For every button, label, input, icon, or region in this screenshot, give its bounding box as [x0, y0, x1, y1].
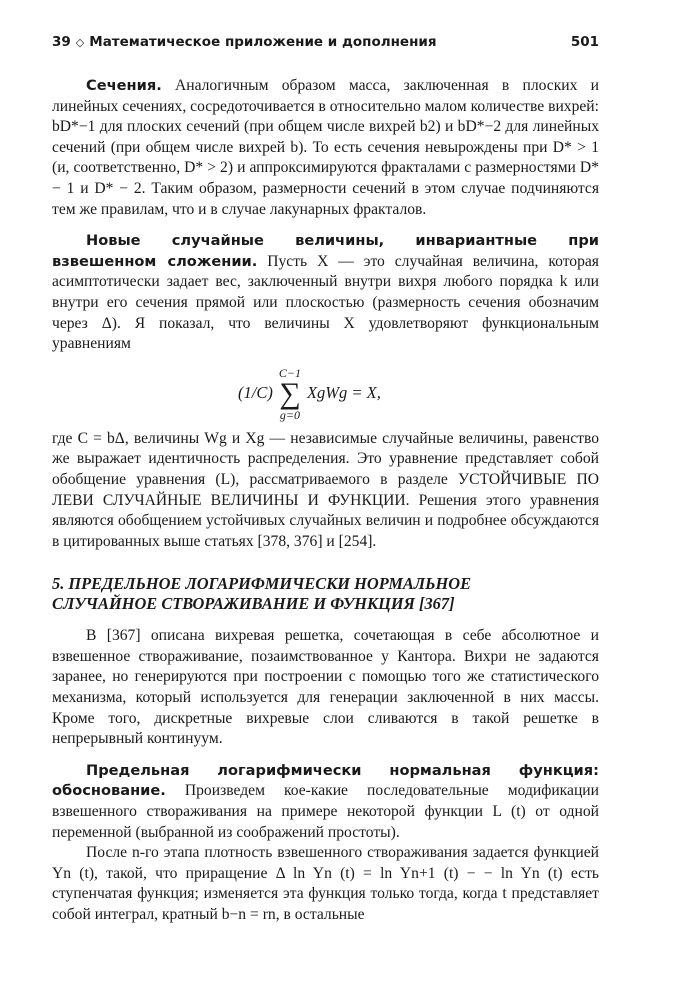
paragraph-stage-n — [52, 843, 599, 925]
page-number: 501 — [570, 34, 599, 50]
sum-lower-limit: g=0 — [279, 407, 300, 422]
paragraph-text: После n-го этапа плотность взвешенного створаживания задается функцией Yn (t), такой, что приращение Δ ln Yn (t) = ln Yn+1 (t) − − ln Yn (t) есть ступенчатая функция; изменяется эта функция только тогда, когда t представляет собой интеграл, кратный b−n = rn, в остальные — [52, 844, 599, 923]
running-header — [52, 34, 599, 50]
run-in-heading-sections: Сечения. — [86, 77, 162, 94]
paragraph-text: где C = bΔ, величины Wg и Xg — независимые случайные величины, равенство же выражает идентичность распределения. Это уравнение представляет собой обобщение уравнения (L), рассматриваемого в разделе УСТОЙЧИВЫЕ ПО ЛЕВИ СЛУЧАЙНЫЕ ВЕЛИЧИНЫ И ФУНКЦИИ. Решения этого уравнения являются обобщением устойчивых случайных величин и подробнее обсуждаются в цитированных выше статьях [378, 376] и [254]. — [52, 429, 599, 550]
paragraph-text: Аналогичным образом масса, заключенная в плоских и линейных сечениях, сосредоточивается в относительно малом количестве вихрей: bD*−1 для плоских сечений (при общем числе вихрей b2) и bD*−2 для линейных сечений (при общем числе вихрей b). То есть сечения невырождены при D* > 1 (и, соответственно, D* > 2) и аппроксимируются фракталами с размерностями D* − 1 и D* − 2. Таким образом, размерности сечений в этом случае подчиняются тем же правилам, что и в случае лакунарных фракталов. — [52, 77, 599, 218]
paragraph-text: Пусть X — это случайная величина, которая асимптотически задает вес, заключенный внутри вихря любого порядка k или внутри его сечения прямой или плоскостью (размерность сечения обозначим через Δ). Я показал, что величины X удовлетворяют функциональным уравнениям — [52, 252, 599, 353]
chapter-title: Математическое приложение и дополнения — [89, 34, 437, 50]
page-body — [52, 76, 599, 926]
formula-prefix: (1/C) — [238, 383, 273, 403]
paragraph-text: Произведем кое-какие последовательные модификации взвешенного створаживания на примере некоторой функции L (t) от одной переменной (выбранной из соображений простоты). — [52, 782, 599, 841]
paragraph-new-random-variables — [52, 231, 599, 355]
paragraph-sections — [52, 76, 599, 220]
section-heading — [52, 574, 599, 614]
chapter-number: 39 — [52, 34, 71, 50]
sum-operator — [279, 367, 301, 421]
section-heading-line-2: СЛУЧАЙНОЕ СТВОРАЖИВАНИЕ И ФУНКЦИЯ [367] — [52, 594, 455, 614]
header-left — [52, 34, 437, 50]
display-formula — [52, 365, 599, 423]
run-in-heading-justification: Предельная логарифмически нормальная функция: обоснование. — [52, 761, 599, 800]
diamond-icon: ◇ — [75, 36, 85, 49]
sum-upper-limit: C−1 — [278, 365, 301, 380]
paragraph-where — [52, 429, 599, 553]
formula-body: XgWg = X, — [306, 383, 381, 403]
run-in-heading-invariant: Новые случайные величины, инвариантные при взвешенном сложении. — [52, 232, 599, 270]
paragraph-limit-lognormal — [52, 761, 599, 843]
paragraph-lattice — [52, 626, 599, 750]
section-heading-line-1: 5. ПРЕДЕЛЬНОЕ ЛОГАРИФМИЧЕСКИ НОРМАЛЬНОЕ — [52, 574, 472, 594]
sigma-symbol: ∑ — [279, 376, 301, 410]
paragraph-text: В [367] описана вихревая решетка, сочетающая в себе абсолютное и взвешенное створаживание, позаимствованное у Кантора. Вихри не задаются заранее, но генерируются при построении с помощью того же статистического механизма, который используется для генерации заключенной в них массы. Кроме того, дискретные вихревые слои сливаются в такой решетке в непрерывный континуум. — [52, 627, 599, 748]
